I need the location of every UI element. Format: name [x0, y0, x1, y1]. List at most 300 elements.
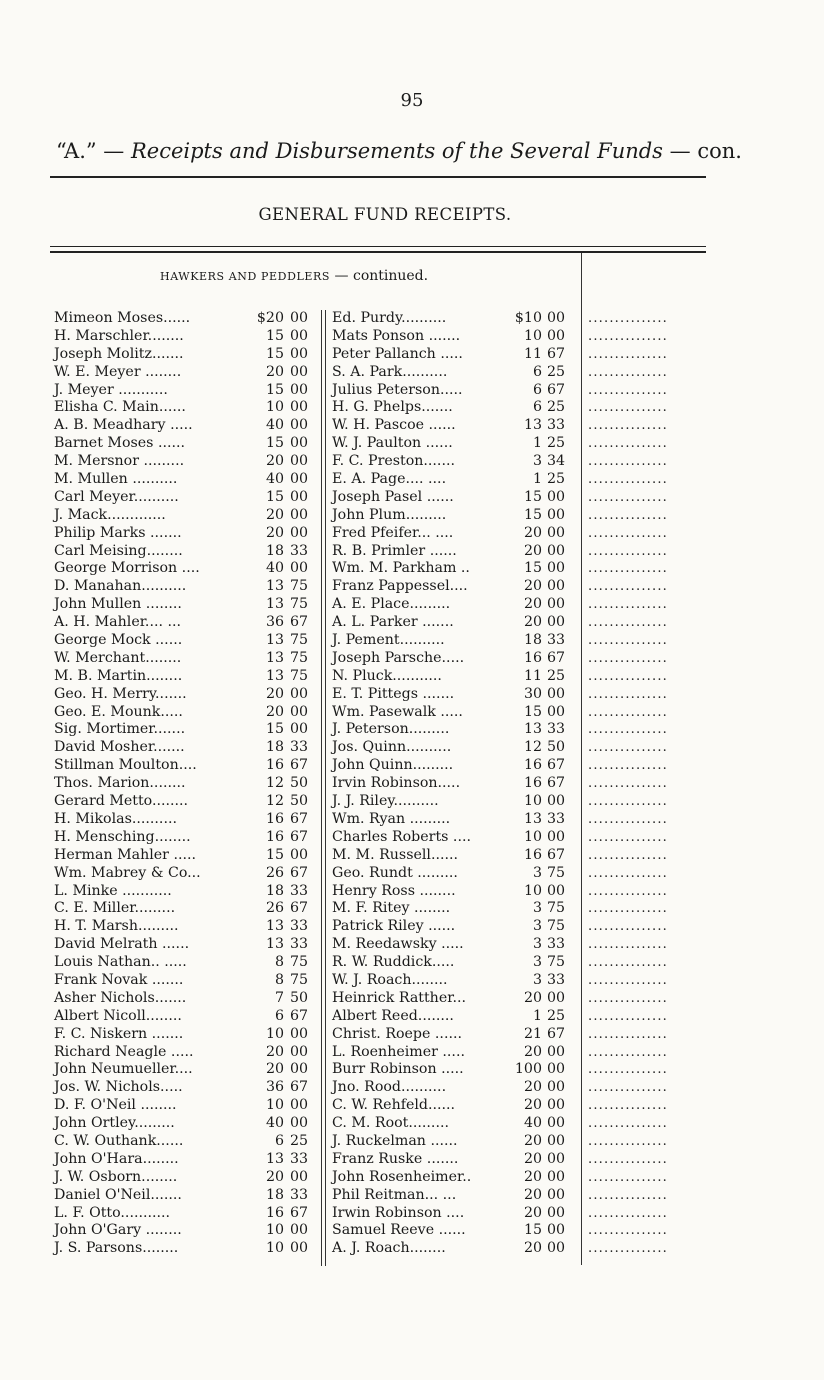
- ledger-row: [54, 704, 320, 722]
- ledger-row: [332, 614, 578, 632]
- amount-dollars: 20: [523, 1168, 542, 1185]
- payer-name: Jno. Rood..........: [332, 1079, 447, 1096]
- header-rule: [50, 176, 706, 178]
- amount-dollars: 15: [265, 435, 284, 452]
- ledger-row: [54, 1169, 320, 1187]
- amount-dollars: 13: [265, 578, 284, 595]
- amount-cents: 25: [547, 471, 566, 488]
- amount-cents: 75: [547, 918, 566, 935]
- ledger-row: [332, 972, 578, 990]
- payer-name: D. F. O'Neil ........: [54, 1097, 177, 1114]
- amount-dollars: 20: [265, 1168, 284, 1185]
- dot-leader: ...............: [588, 311, 668, 326]
- amount-cents: 00: [547, 1061, 566, 1078]
- header-suffix: — con.: [662, 139, 742, 163]
- amount-cents: 00: [290, 506, 309, 523]
- payer-name: Mimeon Moses......: [54, 310, 191, 326]
- ledger-row: [54, 1205, 320, 1223]
- ledger-row: [332, 865, 578, 883]
- amount-dollars: 13: [523, 810, 542, 827]
- dot-leader: ...............: [588, 633, 668, 649]
- payer-name: Thos. Marion........: [54, 775, 186, 792]
- payer-name: W. Merchant........: [54, 649, 182, 666]
- amount-cents: 75: [290, 649, 309, 666]
- payer-name: F. C. Preston.......: [332, 453, 455, 470]
- amount-dollars: 12: [265, 793, 284, 810]
- amount-dollars: 20: [523, 1150, 542, 1167]
- amount-cents: 00: [290, 721, 309, 738]
- amount-dollars: 20: [265, 1043, 284, 1060]
- ledger-row: [54, 775, 320, 793]
- amount-cents: 67: [290, 1079, 309, 1096]
- amount-dollars: 1: [532, 1007, 542, 1024]
- amount-cents: 00: [290, 399, 309, 416]
- ledger-row: [54, 578, 320, 596]
- amount-cents: 67: [547, 381, 566, 398]
- dot-leader: ...............: [588, 561, 668, 577]
- ledger-row: [332, 399, 578, 417]
- payer-name: Wm. M. Parkham ..: [332, 560, 470, 577]
- amount-cents: 33: [547, 721, 566, 738]
- amount-cents: 00: [547, 828, 566, 845]
- ledger-row: [332, 578, 578, 596]
- amount-dollars: 16: [265, 1204, 284, 1221]
- header-prefix: “A.” —: [56, 139, 131, 163]
- dot-leader: ...............: [588, 883, 668, 899]
- dot-leader: ...............: [588, 489, 668, 505]
- amount-dollars: 16: [523, 846, 542, 863]
- column-divider-left: [321, 310, 322, 1266]
- dot-leader: ...............: [588, 811, 668, 827]
- amount-dollars: 15: [265, 846, 284, 863]
- amount-cents: 00: [290, 417, 309, 434]
- amount-cents: 00: [290, 524, 309, 541]
- amount-dollars: 1: [532, 435, 542, 452]
- ledger-row: [332, 435, 578, 453]
- amount-dollars: 7: [274, 989, 284, 1006]
- ledger-row: [54, 543, 320, 561]
- payer-name: M. Reedawsky .....: [332, 936, 464, 953]
- ledger-row: [54, 614, 320, 632]
- dot-leader: ...............: [588, 525, 668, 541]
- ledger-row: [54, 364, 320, 382]
- amount-dollars: 20: [265, 453, 284, 470]
- amount-cents: 00: [290, 488, 309, 505]
- dot-leader: ...............: [588, 597, 668, 613]
- amount-dollars: 13: [265, 936, 284, 953]
- payer-name: W. H. Pascoe ......: [332, 417, 456, 434]
- amount-cents: 67: [290, 828, 309, 845]
- payer-name: A. L. Parker .......: [332, 614, 454, 631]
- dot-leader: ...............: [588, 847, 668, 863]
- amount-cents: 00: [290, 1061, 309, 1078]
- amount-dollars: 13: [523, 417, 542, 434]
- ledger-row: [332, 918, 578, 936]
- amount-cents: 25: [547, 363, 566, 380]
- amount-dollars: 20: [523, 1079, 542, 1096]
- amount-dollars: 8: [274, 971, 284, 988]
- dot-leader: ...............: [588, 1187, 668, 1203]
- payer-name: J. J. Riley..........: [332, 793, 439, 810]
- amount-cents: 25: [547, 399, 566, 416]
- amount-cents: 00: [547, 596, 566, 613]
- ledger-row: [54, 1151, 320, 1169]
- dot-leader: ...............: [588, 1080, 668, 1096]
- amount-dollars: 26: [265, 900, 284, 917]
- amount-cents: 00: [547, 614, 566, 631]
- amount-dollars: 13: [265, 596, 284, 613]
- payer-name: A. E. Place.........: [332, 596, 451, 613]
- ledger-row: [54, 936, 320, 954]
- ledger-row: [54, 883, 320, 901]
- payer-name: Jos. W. Nichols.....: [54, 1079, 183, 1096]
- ledger-row: [332, 1026, 578, 1044]
- amount-dollars: 10: [523, 882, 542, 899]
- dot-leader: ...............: [588, 668, 668, 684]
- ledger-row: [332, 1097, 578, 1115]
- dot-leader: ...............: [588, 418, 668, 434]
- ledger-row: [332, 596, 578, 614]
- amount-cents: 67: [290, 757, 309, 774]
- dot-leader: ...............: [588, 919, 668, 935]
- ledger-row: [54, 847, 320, 865]
- payer-name: John Plum.........: [332, 506, 447, 523]
- dot-leader: ...............: [588, 382, 668, 398]
- amount-dollars: 26: [265, 864, 284, 881]
- payer-name: D. Manahan..........: [54, 578, 187, 595]
- payer-name: Herman Mahler .....: [54, 846, 197, 863]
- amount-dollars: 18: [265, 882, 284, 899]
- amount-dollars: $20: [256, 310, 284, 326]
- dot-leader: ...............: [588, 579, 668, 595]
- ledger-row: [54, 686, 320, 704]
- amount-cents: 00: [290, 453, 309, 470]
- amount-dollars: 36: [265, 614, 284, 631]
- dot-leader: ...............: [588, 1008, 668, 1024]
- payer-name: Philip Marks .......: [54, 524, 182, 541]
- amount-cents: 00: [290, 471, 309, 488]
- ledger-row: [332, 1061, 578, 1079]
- ledger-row: [332, 471, 578, 489]
- amount-dollars: 15: [265, 381, 284, 398]
- ledger-row: [332, 1151, 578, 1169]
- amount-dollars: 13: [265, 632, 284, 649]
- payer-name: Burr Robinson .....: [332, 1061, 464, 1078]
- ledger-row: [54, 525, 320, 543]
- dot-leader: ...............: [588, 865, 668, 881]
- payer-name: Gerard Metto........: [54, 793, 189, 810]
- amount-cents: 00: [547, 506, 566, 523]
- dot-leader: ...............: [588, 758, 668, 774]
- amount-cents: 00: [547, 793, 566, 810]
- amount-dollars: 6: [274, 1007, 284, 1024]
- amount-cents: 67: [290, 1204, 309, 1221]
- payer-name: George Mock ......: [54, 632, 183, 649]
- ledger-row: [54, 1044, 320, 1062]
- ledger-row: [332, 990, 578, 1008]
- amount-cents: 75: [290, 578, 309, 595]
- amount-cents: 00: [547, 1043, 566, 1060]
- payer-name: Albert Reed........: [332, 1007, 454, 1024]
- ledger-row: [332, 847, 578, 865]
- amount-dollars: 1: [532, 471, 542, 488]
- payer-name: Geo. Rundt .........: [332, 864, 458, 881]
- amount-cents: 67: [547, 345, 566, 362]
- payer-name: F. C. Niskern .......: [54, 1025, 184, 1042]
- payer-name: Christ. Roepe ......: [332, 1025, 462, 1042]
- payer-name: Wm. Pasewalk .....: [332, 703, 463, 720]
- payer-name: C. W. Rehfeld......: [332, 1097, 456, 1114]
- double-rule-bottom: [50, 251, 706, 253]
- ledger-row: [332, 507, 578, 525]
- amount-dollars: 3: [532, 936, 542, 953]
- payer-name: Jos. Quinn..........: [332, 739, 452, 756]
- ledger-row: [332, 686, 578, 704]
- ledger-row: [332, 1133, 578, 1151]
- amount-cents: 00: [547, 685, 566, 702]
- payer-name: Franz Ruske .......: [332, 1150, 459, 1167]
- ledger-row: [332, 1079, 578, 1097]
- amount-dollars: 6: [532, 399, 542, 416]
- payer-name: Fred Pfeifer... ....: [332, 524, 454, 541]
- amount-dollars: 20: [523, 1240, 542, 1257]
- amount-dollars: 20: [265, 363, 284, 380]
- amount-cents: 33: [290, 936, 309, 953]
- payer-name: J. Ruckelman ......: [332, 1132, 458, 1149]
- amount-cents: 75: [290, 596, 309, 613]
- amount-dollars: 16: [265, 810, 284, 827]
- amount-dollars: 10: [523, 793, 542, 810]
- amount-cents: 00: [547, 310, 566, 326]
- amount-cents: 00: [547, 578, 566, 595]
- page-header: [56, 139, 742, 163]
- payer-name: W. E. Meyer ........: [54, 363, 182, 380]
- column-divider-outer: [581, 253, 582, 1265]
- amount-cents: 67: [547, 649, 566, 666]
- ledger-row: [54, 739, 320, 757]
- amount-cents: 67: [290, 810, 309, 827]
- amount-dollars: 13: [265, 918, 284, 935]
- payer-name: M. Mullen ..........: [54, 471, 178, 488]
- payer-name: J. Peterson.........: [332, 721, 450, 738]
- ledger-row: [332, 954, 578, 972]
- amount-dollars: 3: [532, 453, 542, 470]
- amount-dollars: 21: [523, 1025, 542, 1042]
- payer-name: John O'Gary ........: [54, 1222, 182, 1239]
- dot-leader: ...............: [588, 794, 668, 810]
- amount-dollars: 15: [523, 560, 542, 577]
- payer-name: N. Pluck...........: [332, 667, 442, 684]
- ledger-row: [54, 453, 320, 471]
- payer-name: E. T. Pittegs .......: [332, 685, 455, 702]
- amount-cents: 00: [290, 363, 309, 380]
- column-divider-right: [325, 310, 326, 1266]
- payer-name: Elisha C. Main......: [54, 399, 186, 416]
- amount-cents: 33: [290, 542, 309, 559]
- amount-dollars: 13: [523, 721, 542, 738]
- payer-name: Carl Meising........: [54, 542, 183, 559]
- amount-cents: 00: [547, 1115, 566, 1132]
- amount-cents: 00: [547, 560, 566, 577]
- subsection-label: HAWKERS AND PEDDLERS: [160, 270, 331, 283]
- ledger-row: [332, 310, 578, 328]
- payer-name: H. Marschler........: [54, 327, 184, 344]
- ledger-row: [332, 811, 578, 829]
- amount-dollars: 3: [532, 918, 542, 935]
- payer-name: Carl Meyer..........: [54, 488, 179, 505]
- amount-dollars: 10: [265, 399, 284, 416]
- amount-dollars: 40: [523, 1115, 542, 1132]
- amount-cents: 25: [547, 1007, 566, 1024]
- amount-cents: 33: [290, 1150, 309, 1167]
- ledger-row: [332, 1115, 578, 1133]
- ledger-row: [54, 1097, 320, 1115]
- amount-dollars: 20: [523, 1043, 542, 1060]
- payer-name: Asher Nichols.......: [54, 989, 187, 1006]
- payer-name: John Ortley.........: [54, 1115, 175, 1132]
- payer-name: C. M. Root.........: [332, 1115, 449, 1132]
- ledger-row: [54, 757, 320, 775]
- payer-name: H. T. Marsh.........: [54, 918, 179, 935]
- amount-cents: 67: [547, 846, 566, 863]
- amount-cents: 00: [290, 345, 309, 362]
- ledger-row: [54, 399, 320, 417]
- amount-cents: 00: [547, 1240, 566, 1257]
- payer-name: John Quinn.........: [332, 757, 454, 774]
- payer-name: George Morrison ....: [54, 560, 200, 577]
- amount-cents: 67: [547, 1025, 566, 1042]
- amount-cents: 33: [547, 417, 566, 434]
- amount-cents: 33: [290, 882, 309, 899]
- ledger-row: [54, 507, 320, 525]
- payer-name: C. E. Miller.........: [54, 900, 176, 917]
- ledger-row: [332, 453, 578, 471]
- section-title: GENERAL FUND RECEIPTS.: [258, 205, 512, 224]
- amount-dollars: 40: [265, 417, 284, 434]
- amount-cents: 00: [290, 381, 309, 398]
- amount-cents: 00: [290, 1240, 309, 1257]
- ledger-row: [332, 1222, 578, 1240]
- payer-name: Joseph Molitz.......: [54, 345, 184, 362]
- amount-cents: 67: [290, 864, 309, 881]
- amount-dollars: 6: [532, 363, 542, 380]
- amount-dollars: 8: [274, 954, 284, 971]
- amount-dollars: 6: [274, 1132, 284, 1149]
- ledger-row: [54, 1008, 320, 1026]
- dot-leader: ...............: [588, 1044, 668, 1060]
- amount-cents: 00: [290, 310, 309, 326]
- amount-cents: 33: [547, 971, 566, 988]
- amount-dollars: 6: [532, 381, 542, 398]
- amount-cents: 00: [547, 1204, 566, 1221]
- amount-dollars: 15: [265, 488, 284, 505]
- dot-leader: ...............: [588, 1098, 668, 1114]
- ledger-row: [54, 918, 320, 936]
- dot-leader: ...............: [588, 1062, 668, 1078]
- amount-dollars: 40: [265, 1115, 284, 1132]
- amount-dollars: 20: [265, 1061, 284, 1078]
- payer-name: Wm. Mabrey & Co...: [54, 864, 201, 881]
- amount-cents: 00: [547, 1097, 566, 1114]
- ledger-row: [332, 1044, 578, 1062]
- dot-leader: ...............: [588, 1241, 668, 1257]
- right-ledger-column: [332, 310, 578, 1258]
- ledger-row: [54, 328, 320, 346]
- amount-cents: 00: [290, 1043, 309, 1060]
- ledger-row: [332, 346, 578, 364]
- dot-leader: ...............: [588, 346, 668, 362]
- amount-dollars: 20: [523, 989, 542, 1006]
- payer-name: R. B. Primler ......: [332, 542, 457, 559]
- ledger-row: [332, 632, 578, 650]
- payer-name: W. J. Roach........: [332, 971, 448, 988]
- payer-name: J. Meyer ...........: [54, 381, 168, 398]
- ledger-row: [54, 489, 320, 507]
- payer-name: David Melrath ......: [54, 936, 190, 953]
- amount-cents: 00: [290, 1222, 309, 1239]
- payer-name: A. B. Meadhary .....: [54, 417, 193, 434]
- amount-dollars: 30: [523, 685, 542, 702]
- payer-name: Geo. H. Merry.......: [54, 685, 187, 702]
- ledger-row: [54, 650, 320, 668]
- payer-name: Irvin Robinson.....: [332, 775, 461, 792]
- ledger-row: [54, 560, 320, 578]
- header-italic-title: Receipts and Disbursements of the Several Funds: [130, 139, 663, 163]
- payer-name: Barnet Moses ......: [54, 435, 186, 452]
- dot-leader: ...............: [588, 829, 668, 845]
- payer-name: Henry Ross ........: [332, 882, 456, 899]
- amount-cents: 75: [547, 864, 566, 881]
- amount-dollars: 100: [514, 1061, 542, 1078]
- amount-dollars: 20: [523, 614, 542, 631]
- ledger-row: [332, 1169, 578, 1187]
- ledger-row: [332, 364, 578, 382]
- payer-name: M. F. Ritey ........: [332, 900, 451, 917]
- amount-cents: 33: [290, 739, 309, 756]
- amount-dollars: 10: [523, 828, 542, 845]
- payer-name: Charles Roberts ....: [332, 828, 471, 845]
- amount-cents: 75: [290, 954, 309, 971]
- amount-dollars: 15: [523, 703, 542, 720]
- payer-name: Samuel Reeve ......: [332, 1222, 466, 1239]
- payer-name: Julius Peterson.....: [332, 381, 463, 398]
- amount-cents: 67: [290, 900, 309, 917]
- amount-dollars: 40: [265, 560, 284, 577]
- payer-name: Patrick Riley ......: [332, 918, 456, 935]
- amount-dollars: 15: [265, 721, 284, 738]
- amount-cents: 67: [290, 614, 309, 631]
- amount-cents: 00: [547, 327, 566, 344]
- ledger-row: [332, 793, 578, 811]
- amount-dollars: 20: [265, 703, 284, 720]
- ledger-row: [332, 936, 578, 954]
- dot-leader: ...............: [588, 507, 668, 523]
- amount-dollars: 20: [523, 1097, 542, 1114]
- amount-cents: 00: [290, 1025, 309, 1042]
- amount-cents: 00: [290, 327, 309, 344]
- ledger-row: [54, 435, 320, 453]
- amount-cents: 00: [547, 1132, 566, 1149]
- amount-dollars: 10: [265, 1222, 284, 1239]
- payer-name: Mats Ponson .......: [332, 327, 461, 344]
- amount-cents: 33: [547, 632, 566, 649]
- dot-leader: ...............: [588, 722, 668, 738]
- dot-leader: ...............: [588, 1116, 668, 1132]
- ledger-row: [332, 1240, 578, 1258]
- payer-name: L. F. Otto...........: [54, 1204, 171, 1221]
- dot-leader: ...............: [588, 436, 668, 452]
- ledger-row: [332, 883, 578, 901]
